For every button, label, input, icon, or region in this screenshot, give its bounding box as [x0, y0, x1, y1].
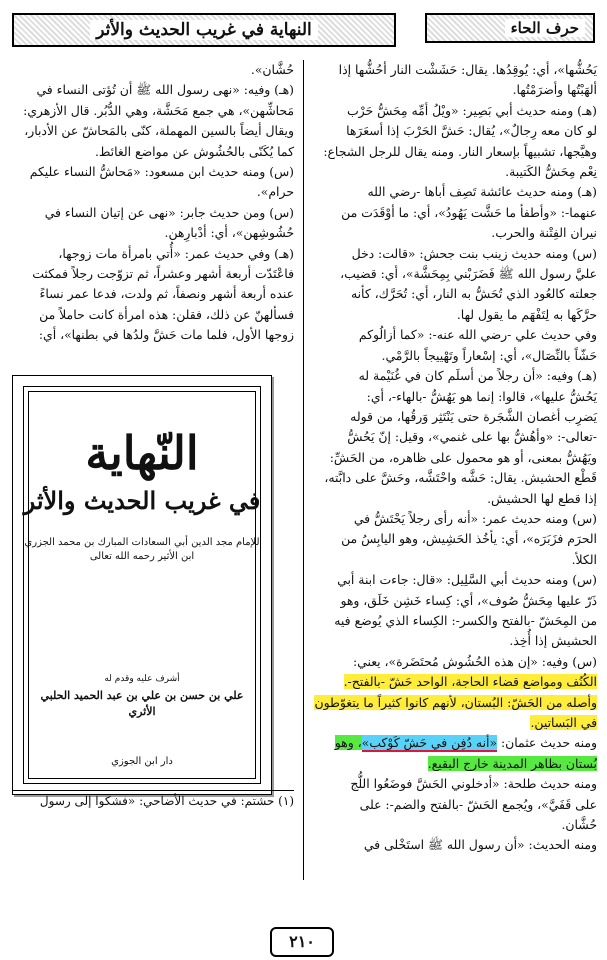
right-column [312, 60, 597, 856]
left-text-line: فاعْتَدّت أربعة أشهر وعشراً، ثم تزوّجت رجلاً فمكثت [32, 266, 294, 282]
right-text-line: (هـ) ومنه حديث عائشة تَصِف أباها -رضي الله [367, 184, 597, 200]
right-text-line: يَحُشُّها»، أي: يُوقِدُها. يقال: حَشَشْت النار أحُشُّها إذا [338, 62, 597, 77]
right-text-line: ألهَبْتُها وأضرَمْتُها. [512, 82, 597, 98]
left-text-line: عنده أربعة أشهر ونصفاً، ثم ولدت، فدعا عمر نساءً [39, 286, 294, 302]
column-divider [303, 60, 304, 880]
right-text-line: ويَهُشُّ بمعنى، أو هو محمول على ظاهره، من الحَشِّ: [329, 449, 597, 465]
section-title: حرف الحاء [505, 19, 585, 37]
right-text-line: (هـ) ومنه حديث أبي بَصِير: «ويْلُ أمِّه مِحَشُّ حَرْب [347, 102, 597, 118]
right-text-line: الحشيش إذا أُخِذ. [509, 633, 597, 649]
left-text-line: ويقال أيضاً بالسين المهملة، كنّى بالمَحاشّ عن الأدبار، [24, 123, 294, 139]
highlight-line-2: وأصله من الحَشّ: البُستان، لأنهم كانوا كثيراً ما يتغوّطون [314, 694, 597, 710]
page-number: ٢١٠ [270, 927, 334, 957]
highlight-line-3: في البَساتين. [530, 715, 597, 730]
left-text-line: (هـ) وفي حديث عمر: «أُتي بامرأة مات زوجها، [58, 245, 294, 261]
left-text-line: حُشَّان». [250, 62, 294, 77]
othman-quote: «أنه دُفِن في حَشّ كَوْكب» [361, 735, 498, 751]
right-text-line: حَشّاً بالنِّصَال»، أي: إسْعاراً وتَهْييجاً بالرَّمْي. [381, 347, 597, 363]
left-column [12, 60, 294, 346]
cover-title: النّهاية [85, 426, 199, 480]
highlight-line-1: الكُنُف ومواضع قضاء الحاجة، الواحد حَشّ -بالفتح-. [343, 674, 597, 690]
section-label [425, 13, 595, 43]
right-text-line: وفي حديث علي -رضي الله عنه-: «كما أزالُوكم [358, 327, 597, 343]
right-tail-text-line: ومنه الحديث: «أن رسول الله ﷺ استَخْلى في [363, 837, 597, 853]
right-text-line: -تعالى-: «وأهُشُّ بها على غنمي»، وقيل: إنّ يَحُشُّ [347, 429, 597, 445]
right-tail-text-line: حُشَّان. [561, 817, 597, 833]
right-column-tail [312, 774, 597, 856]
right-text-line: عنهما-: «وأطفأ ما حَشَّت يَهُودُ»، أي: ما أوْقَدَت من [341, 204, 597, 220]
cover-subtitle: في غريب الحديث والأثر [23, 486, 261, 515]
right-text-line: لو كان معه رِجالٌ»، يُقال: حَشَّ الحَرْبَ إذا أسعَرَها [346, 123, 597, 139]
left-text-line: (س) ومنه حديث ابن مسعود: «مَحاشُّ النساء عليكم [29, 164, 294, 180]
right-text-line: وهيَّجها، تشبيهاً بإسعار النار. ومنه يقال للرجل الشجاع: [323, 143, 597, 159]
right-column-lines [312, 60, 597, 672]
page-header [8, 8, 599, 50]
book-title: النهاية في غريب الحديث والأثر [90, 20, 318, 40]
book-title-banner [12, 13, 396, 47]
right-text-line: جعلته كالعُود الذي تُحَشُّ به النار، أي: تُحَرَّك، كأنه [350, 286, 597, 302]
right-text-line: ذَرّ عليها مِحَشُّ صُوف»، أي: كِساء خَشِن خَلَق، وهو [340, 592, 597, 608]
right-text-line: (س) وفيه: «إن هذه الحُشُوش مُحتَضَرة»، يعني: [352, 653, 597, 669]
highlight-green-line: بُستان بظاهر المدينة خارج البقيع. [427, 755, 597, 771]
book-cover-image [12, 375, 272, 795]
right-text-line: نيران الفِتْنة والحرب. [491, 225, 597, 241]
right-tail-text-line: ومنه حديث طلحة: «أدخلوني الحَشَّ فوضَعُوا اللُّج [350, 776, 597, 792]
left-text-line: زوجها الأول، فلما مات حَشَّ ولدُها في بطنها»، أي: [38, 327, 294, 343]
cover-publisher: دار ابن الجوزي [111, 756, 173, 767]
right-text-line: (هـ) وفيه: «أن رجلاً من أسلَم كان في غُنَيْمة له [358, 368, 597, 384]
footnote: (١) حشتم: في حديث الأضاحي: «فشكوا إلى رسول [39, 794, 294, 808]
left-text-line: (هـ) وفيه: «نهى رسول الله ﷺ أن تُؤتى النساء في [36, 82, 294, 98]
right-tail-text-line: على قَفَيَّ»، ويُجمع الحَشّ -بالفتح والضم-: على [359, 796, 597, 812]
right-text-line: (س) ومنه حديث زينب بنت جحش: «قالت: دخل [351, 245, 597, 261]
right-text-line: إذا قطع لها الحشيش. [487, 490, 597, 506]
right-text-line: نِعْم مِحَشُّ الكَتيبة. [505, 164, 597, 180]
right-text-line: من المِحَشّ -بالفتح والكسر-: الكِساء الذي يُوضع فيه [334, 612, 597, 628]
left-text-line: مَحاشِّهن»، هي جمع مَحَشَّة، وهي الدُّبُر. قال الأزهري: [23, 102, 294, 118]
right-text-line: (س) ومنه حديث أبي السَّلِيل: «قال: جاءت ابنة أبي [337, 572, 597, 588]
left-text-line: حُشُوشِهن»، أي: أدْبارِهن. [164, 225, 294, 241]
right-text-line: يَحُشُّ عليها»، قالوا: إنما هو يَهُشُّ -بالهاء-، أي: [366, 388, 597, 404]
left-text-line: (س) ومن حديث جابر: «نهى عن إتيان النساء في [44, 204, 294, 220]
left-column-lines [12, 60, 294, 346]
right-text-line: حرَّكَها به لِتَفْهَم ما يقول لها. [456, 306, 597, 322]
left-text-line: كما يُكَنّى بالحُشُوش عن مواضع الغائط. [94, 143, 294, 159]
left-text-line: فسألهنّ عن ذلك، فقلن: هذه امرأة كانت حاملاً من [39, 306, 294, 322]
othman-suffix: ، وهو [334, 735, 362, 751]
right-text-line: (س) ومنه حديث عمر: «أنه رأى رجلاً يَحْتَشُّ في [353, 510, 597, 526]
othman-prefix: ومنه حديث عثمان: [497, 735, 597, 751]
highlighted-passage [312, 672, 597, 774]
right-text-line: يَضرِب أغصان الشَّجَرة حتى يَنْتَثِر وَرقُها، من قوله [350, 408, 597, 424]
cover-editor: علي بن حسن بن علي بن عبد الحميد الحلبي الأثري [40, 689, 244, 718]
left-text-line: حرام». [256, 184, 294, 200]
cover-editor-label: أشرف عليه وقدم له [104, 674, 180, 684]
footnote-rule [12, 790, 294, 791]
right-text-line: الحرَم فزَبَرَه»، أي: يأخُذ الحَشِيش، وهو اليابِسُ من [341, 531, 597, 547]
cover-author: للإمام مجد الدين أبي السعادات المبارك بن محمد الجزري ابن الأثير رحمه الله تعالى [24, 537, 260, 562]
right-text-line: قَطْع الحشيش. يقال: حَشَّه واحْتَشَّه، وحَشَّ على دابَّته، [324, 470, 597, 486]
right-text-line: الكلأ. [571, 551, 597, 567]
right-text-line: عليَّ رسول الله ﷺ فَضَرَبْني بِمِحَشَّة»، أي: قضيب، [340, 266, 597, 282]
